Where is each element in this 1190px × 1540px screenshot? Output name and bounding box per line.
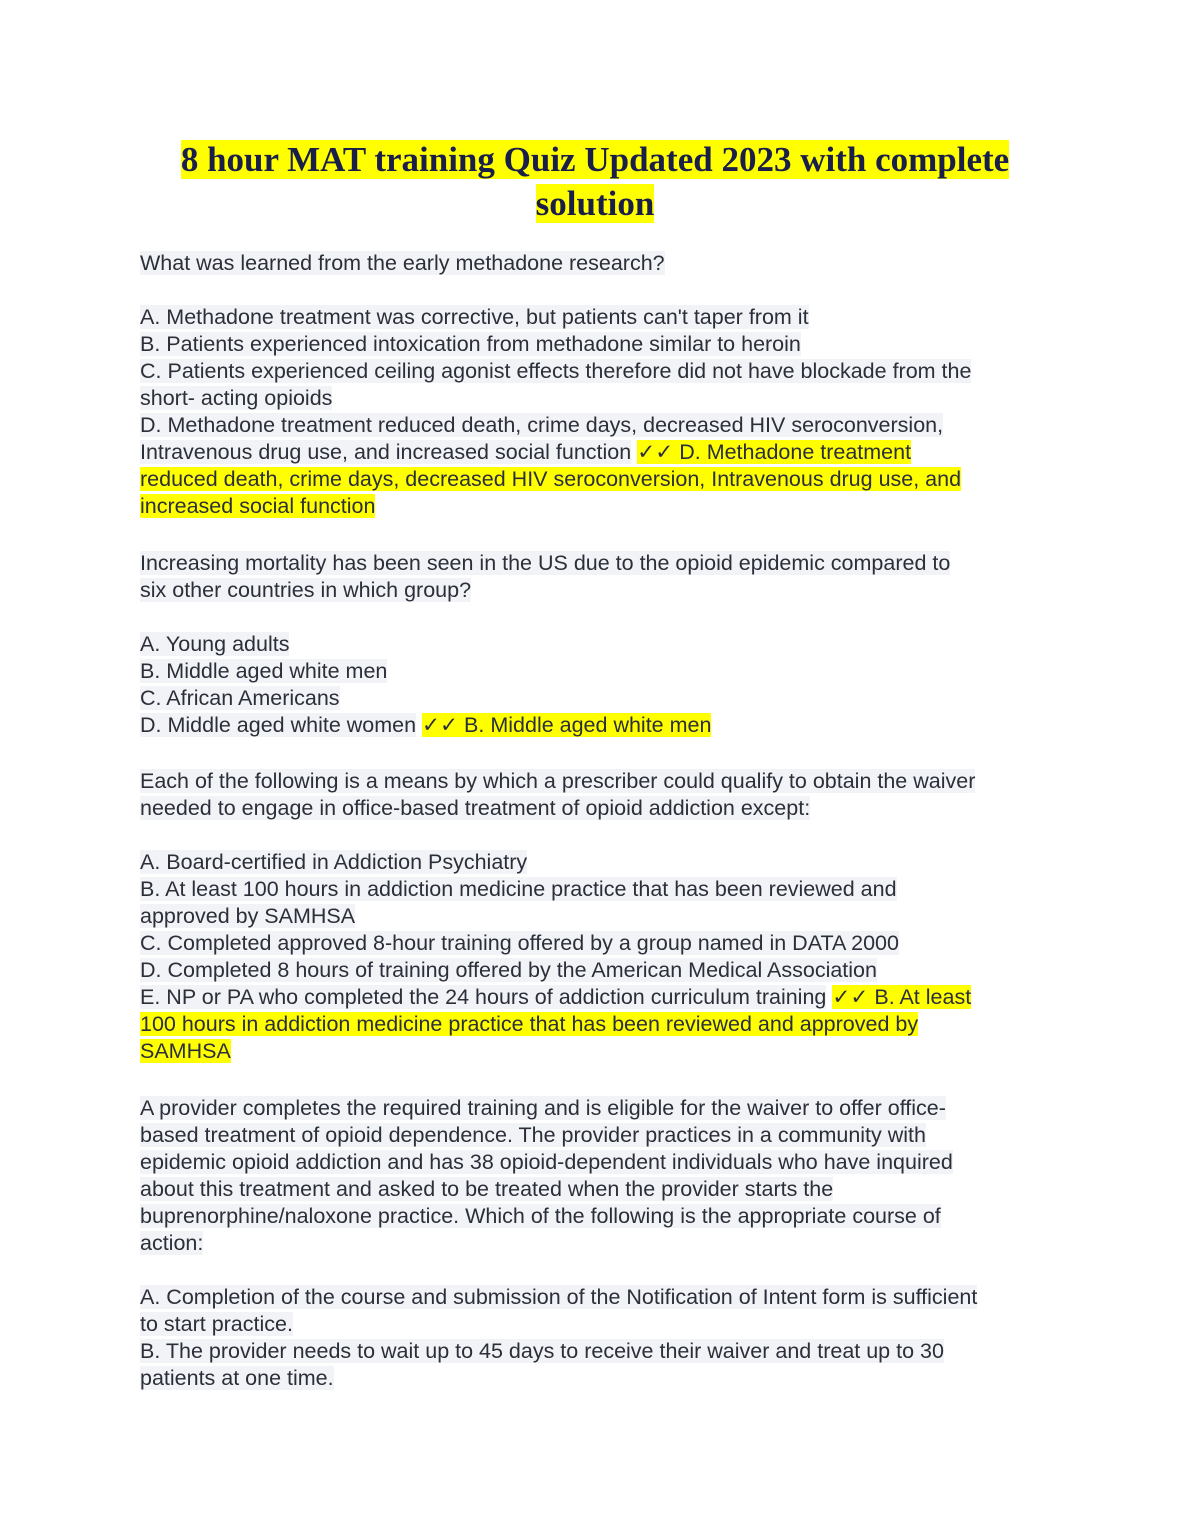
question-block-1: [140, 250, 1055, 520]
question-text-cont: six other countries in which group?: [140, 578, 472, 602]
document-title: [140, 138, 1050, 226]
answer-highlight: ✓✓ B. Middle aged white men: [422, 713, 712, 737]
option-b-cont: patients at one time.: [140, 1366, 334, 1390]
option-b: B. At least 100 hours in addiction medicine practice that has been reviewed and: [140, 877, 897, 901]
option-c-cont: short- acting opioids: [140, 386, 333, 410]
option-e: E. NP or PA who completed the 24 hours of addiction curriculum training ✓✓ B. At least: [140, 985, 972, 1009]
question-text-cont: epidemic opioid addiction and has 38 opioid-dependent individuals who have inquired: [140, 1150, 953, 1174]
answer-highlight: ✓✓ B. At least: [832, 985, 972, 1009]
option-c: C. African Americans: [140, 686, 340, 710]
option-b: B. Patients experienced intoxication from methadone similar to heroin: [140, 332, 801, 356]
answer-cont: SAMHSA: [140, 1039, 231, 1063]
question-text-cont: based treatment of opioid dependence. The provider practices in a community with: [140, 1123, 926, 1147]
question-text: What was learned from the early methadone research?: [140, 251, 665, 275]
option-d-cont: Intravenous drug use, and increased social function ✓✓ D. Methadone treatment: [140, 440, 912, 464]
option-b: B. The provider needs to wait up to 45 days to receive their waiver and treat up to 30: [140, 1339, 944, 1363]
question-text-cont: needed to engage in office-based treatment of opioid addiction except:: [140, 796, 811, 820]
answer-cont: 100 hours in addiction medicine practice that has been reviewed and approved by: [140, 1012, 919, 1036]
option-b: B. Middle aged white men: [140, 659, 388, 683]
option-d: D. Middle aged white women ✓✓ B. Middle aged white men: [140, 713, 712, 737]
answer-highlight: ✓✓ D. Methadone treatment: [637, 440, 912, 464]
question-block-3: [140, 768, 1055, 1065]
option-c: C. Patients experienced ceiling agonist effects therefore did not have blockade from the: [140, 359, 972, 383]
answer-cont: reduced death, crime days, decreased HIV seroconversion, Intravenous drug use, and: [140, 467, 962, 491]
option-a: A. Board-certified in Addiction Psychiatry: [140, 850, 528, 874]
question-text: Increasing mortality has been seen in the US due to the opioid epidemic compared to: [140, 551, 951, 575]
option-c: C. Completed approved 8-hour training offered by a group named in DATA 2000: [140, 931, 899, 955]
option-d: D. Completed 8 hours of training offered by the American Medical Association: [140, 958, 877, 982]
option-b-cont: approved by SAMHSA: [140, 904, 356, 928]
question-text-cont: about this treatment and asked to be treated when the provider starts the: [140, 1177, 834, 1201]
title-line-1: 8 hour MAT training Quiz Updated 2023 with complete: [180, 140, 1010, 179]
option-a-cont: to start practice.: [140, 1312, 293, 1336]
option-a: A. Young adults: [140, 632, 290, 656]
option-d: D. Methadone treatment reduced death, crime days, decreased HIV seroconversion,: [140, 413, 944, 437]
answer-cont: increased social function: [140, 494, 376, 518]
option-a: A. Completion of the course and submission of the Notification of Intent form is sufficient: [140, 1285, 978, 1309]
title-line-2: solution: [535, 184, 655, 223]
question-text: A provider completes the required training and is eligible for the waiver to offer office-: [140, 1096, 946, 1120]
question-text-cont: action:: [140, 1231, 204, 1255]
option-a: A. Methadone treatment was corrective, but patients can't taper from it: [140, 305, 809, 329]
question-block-2: [140, 550, 1055, 739]
question-text: Each of the following is a means by which a prescriber could qualify to obtain the waiver: [140, 769, 976, 793]
question-block-4: [140, 1095, 1055, 1392]
question-text-cont: buprenorphine/naloxone practice. Which of the following is the appropriate course of: [140, 1204, 941, 1228]
